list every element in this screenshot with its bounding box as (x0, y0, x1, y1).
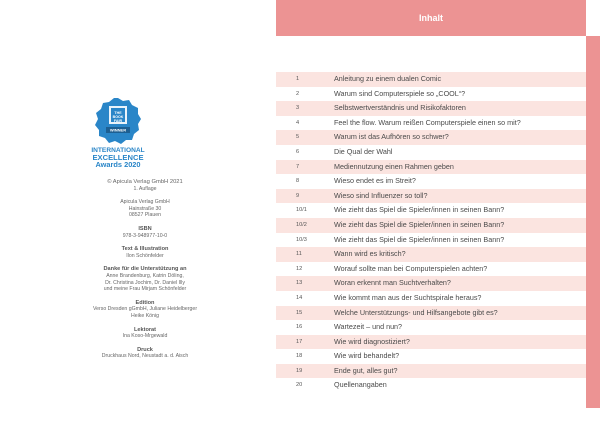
award-line-1: INTERNATIONAL (91, 147, 145, 154)
toc-row (276, 87, 586, 102)
award-line-2: EXCELLENCE (92, 153, 144, 162)
toc-title: Welche Unterstützungs- und Hilfsangebote gibt es? (334, 307, 498, 317)
toc-row (276, 306, 586, 321)
toc-number: 20 (296, 382, 303, 389)
toc-row (276, 378, 586, 393)
toc-title: Wie zieht das Spiel die Spieler/innen in seinen Bann? (334, 205, 505, 215)
award-badge-icon (94, 97, 142, 145)
svg-text:FAIR: FAIR (113, 119, 123, 123)
toc-row (276, 72, 586, 87)
toc-title: Worauf sollte man bei Computerspielen achten? (334, 263, 488, 273)
toc-title: Warum sind Computerspiele so „COOL“? (334, 88, 466, 98)
toc-number: 10/2 (296, 221, 307, 228)
toc-number: 19 (296, 367, 303, 374)
toc-number: 5 (296, 134, 300, 141)
publisher-name: Apicula Verlag GmbH (120, 199, 170, 206)
edition-line: 1. Auflage (133, 185, 157, 192)
contents-page (276, 0, 600, 424)
toc-title: Wann wird es kritisch? (334, 249, 406, 259)
toc-title: Warum ist das Aufhören so schwer? (334, 132, 449, 142)
award-text (68, 147, 168, 168)
toc-row (276, 349, 586, 364)
toc-number: 9 (296, 192, 300, 199)
edition-line-2: Heike König (131, 312, 159, 319)
toc-title: Wie wird behandelt? (334, 351, 400, 361)
toc-number: 7 (296, 163, 300, 170)
lektorat-label: Lektorat (133, 326, 157, 333)
toc-title: Wie zieht das Spiel die Spieler/innen in seinen Bann? (334, 219, 505, 229)
toc-number: 8 (296, 178, 300, 185)
toc-title: Die Qual der Wahl (334, 146, 393, 156)
druck-value: Druckhaus Nord, Neustadt a. d. Aisch (101, 353, 189, 360)
svg-text:BOOK: BOOK (112, 115, 124, 119)
toc-row (276, 116, 586, 131)
toc-number: 10/1 (296, 207, 307, 214)
toc-number: 15 (296, 309, 303, 316)
award-line-3: Awards 2020 (95, 160, 141, 169)
edition-label: Edition (135, 299, 155, 306)
toc-number: 10/3 (296, 236, 307, 243)
imprint-block (60, 179, 230, 367)
isbn-label: ISBN (138, 225, 152, 232)
thanks-line-2: Dr. Christina Jochim, Dr. Daniel Illy (105, 279, 185, 286)
toc-title: Ende gut, alles gut? (334, 365, 398, 375)
svg-text:THE: THE (114, 111, 122, 115)
isbn-value: 978-3-948977-10-0 (122, 232, 168, 239)
toc-row (276, 335, 586, 350)
toc-number: 16 (296, 324, 303, 331)
side-strip (586, 36, 600, 408)
thanks-label: Danke für die Unterstützung an (103, 266, 187, 273)
text-illustration-author: Ilon Schönfelder (126, 252, 164, 259)
toc-number: 11 (296, 251, 302, 258)
toc-row (276, 262, 586, 277)
page-title: Inhalt (419, 13, 443, 23)
toc-row (276, 276, 586, 291)
toc-number: 2 (296, 90, 300, 97)
toc-title: Mediennutzung einen Rahmen geben (334, 161, 454, 171)
thanks-line-1: Anne Brandenburg, Katrin Döling, (106, 272, 184, 279)
toc-title: Anleitung zu einem dualen Comic (334, 74, 442, 83)
publisher-street: Hainstraße 30 (128, 205, 162, 212)
toc-row (276, 364, 586, 379)
toc-title: Feel the flow. Warum reißen Computerspiele einen so mit? (334, 117, 521, 127)
toc-row (276, 291, 586, 306)
toc-row (276, 101, 586, 116)
toc-row (276, 233, 586, 248)
toc-number: 6 (296, 148, 300, 155)
copyright-line: © Apicula Verlag GmbH 2021 (107, 179, 183, 185)
toc-number: 17 (296, 338, 303, 345)
imprint-page (0, 0, 276, 424)
toc-row (276, 174, 586, 189)
druck-label: Druck (137, 346, 153, 353)
toc-row (276, 130, 586, 145)
toc-number: 14 (296, 294, 303, 301)
table-of-contents (276, 72, 586, 393)
lektorat-value: Ina Koso-Mrgewald (122, 333, 168, 340)
toc-row (276, 320, 586, 335)
toc-row (276, 218, 586, 233)
toc-title: Wieso sind Influenzer so toll? (334, 190, 428, 200)
toc-title: Quellenangaben (334, 380, 387, 390)
toc-row (276, 160, 586, 175)
toc-title: Wie kommt man aus der Suchtspirale heraus? (334, 292, 482, 302)
toc-row (276, 189, 586, 204)
toc-title: Wartezeit – und nun? (334, 322, 403, 332)
toc-title: Selbstwertverständnis und Risikofaktoren (334, 103, 466, 113)
toc-number: 18 (296, 353, 303, 360)
toc-row (276, 247, 586, 262)
toc-row (276, 203, 586, 218)
toc-title: Wie wird diagnostiziert? (334, 336, 410, 346)
thanks-line-3: und meine Frau Mirjam Schönfelder (103, 286, 187, 293)
toc-number: 1 (296, 76, 300, 82)
toc-title: Wie zieht das Spiel die Spieler/innen in seinen Bann? (334, 234, 505, 244)
text-illustration-label: Text & Illustration (121, 246, 169, 253)
toc-number: 3 (296, 105, 300, 112)
svg-text:WINNER: WINNER (109, 127, 127, 133)
toc-number: 12 (296, 265, 303, 272)
toc-title: Woran erkennt man Suchtverhalten? (334, 278, 451, 288)
toc-number: 4 (296, 119, 300, 126)
publisher-city: 08527 Plauen (128, 212, 162, 219)
toc-row (276, 145, 586, 160)
toc-title: Wieso endet es im Streit? (334, 176, 416, 186)
edition-line-1: Verso Dresden gGmbH, Juliane Heidelberger (92, 306, 198, 313)
toc-number: 13 (296, 280, 303, 287)
